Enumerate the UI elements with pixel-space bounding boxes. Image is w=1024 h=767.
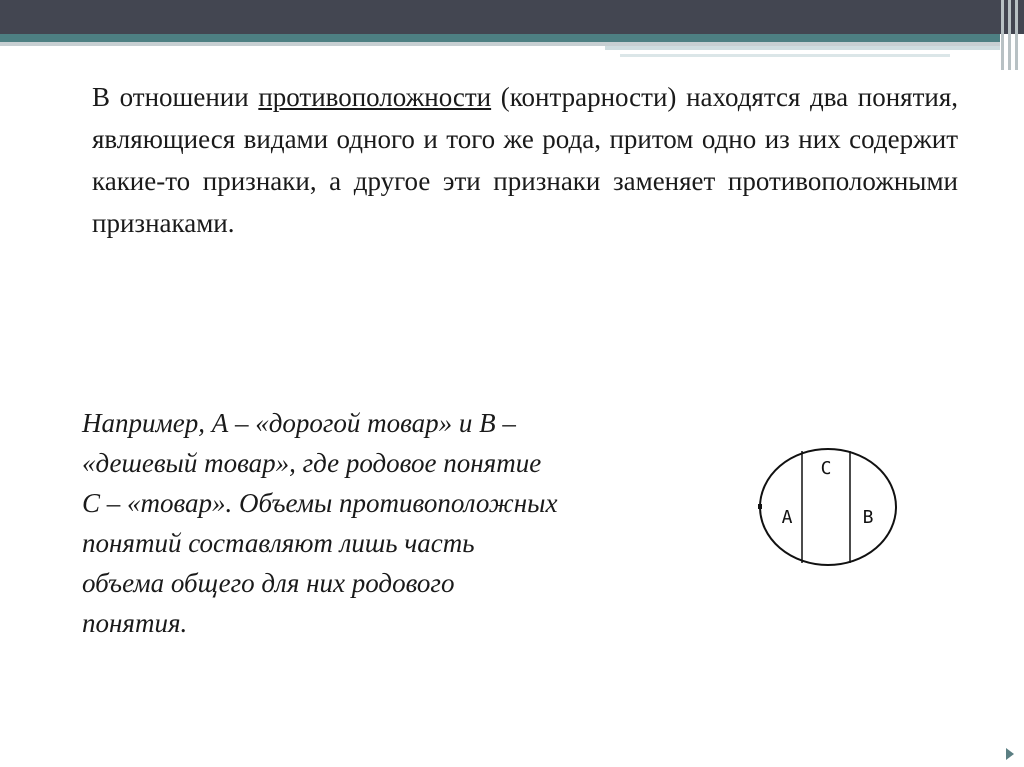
header-accent-line xyxy=(605,46,1000,50)
next-slide-arrow-icon[interactable] xyxy=(1006,748,1014,760)
example-paragraph xyxy=(82,403,702,643)
example-line: понятий составляют лишь часть xyxy=(82,528,475,558)
header-vertical-bar xyxy=(1001,0,1004,70)
example-line: С – «товар». Объемы противоположных xyxy=(82,488,558,518)
euler-diagram xyxy=(752,446,902,568)
definition-paragraph xyxy=(92,76,958,244)
header-vertical-bar xyxy=(1015,0,1018,70)
example-line: «дешевый товар», где родовое понятие xyxy=(82,448,542,478)
header-vertical-bar xyxy=(1008,0,1011,70)
label-c: С xyxy=(820,458,832,479)
example-line: Например, А – «дорогой товар» и В – xyxy=(82,408,516,438)
definition-word: В xyxy=(92,82,111,112)
definition-word: (контрарности) xyxy=(500,82,677,112)
header-accent-line xyxy=(620,54,950,57)
definition-word: отношении xyxy=(119,82,249,112)
header-band-dark xyxy=(0,0,1024,34)
header-band-teal xyxy=(0,34,1000,42)
definition-body: находятся два понятия, являющиеся видами одного и того же рода, притом одно из них содержит какие-то признаки, а другое эти признаки заменяет противоположными признаками. xyxy=(92,82,959,238)
definition-term-underlined: противоположности xyxy=(258,82,492,112)
example-line: понятия. xyxy=(82,608,188,638)
label-b: В xyxy=(862,507,874,528)
label-a: А xyxy=(781,507,793,528)
circle-mark xyxy=(758,504,762,509)
example-line: объема общего для них родового xyxy=(82,568,455,598)
